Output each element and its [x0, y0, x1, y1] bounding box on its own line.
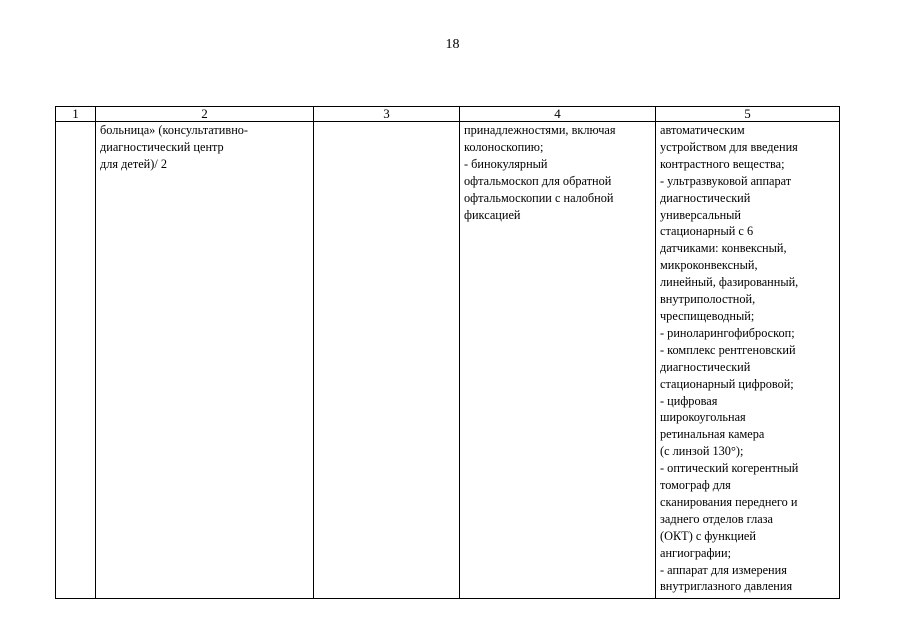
cell-col-4-text: принадлежностями, включая колоноскопию; - бинокулярный офтальмоскоп для обратной офтальмоскопии с налобной фиксацией: [464, 123, 616, 222]
document-table: [55, 106, 840, 599]
table-row: [56, 122, 840, 599]
cell-col-3: [314, 122, 460, 599]
header-col-3: 3: [314, 107, 460, 122]
header-col-4: 4: [460, 107, 656, 122]
header-col-1: 1: [56, 107, 96, 122]
header-col-2: 2: [96, 107, 314, 122]
cell-col-4: [460, 122, 656, 599]
page-number: 18: [445, 37, 460, 52]
table-header-row: [56, 107, 840, 122]
cell-col-1: [56, 122, 96, 599]
header-col-5: 5: [656, 107, 840, 122]
cell-col-2: [96, 122, 314, 599]
cell-col-2-text: больница» (консультативно- диагностический центр для детей)/ 2: [100, 123, 249, 171]
cell-col-5: [656, 122, 840, 599]
cell-col-5-text: автоматическим устройством для введения контрастного вещества; - ультразвуковой аппарат диагностический универсальный стационарный с 6 датчиками: конвексный, микроконвексный, линейный, фазированный, внутриполостной, чреспищеводный; - риноларингофиброскоп; - комплекс рентгеновский диагностический стационарный цифровой; - цифровая широкоугольная ретинальная камера (с линзой 130°); - оптический когерентный томограф для сканирования переднего и заднего отделов глаза (ОКТ) с функцией ангиографии; - аппарат для измерения внутриглазного давления: [660, 123, 799, 594]
